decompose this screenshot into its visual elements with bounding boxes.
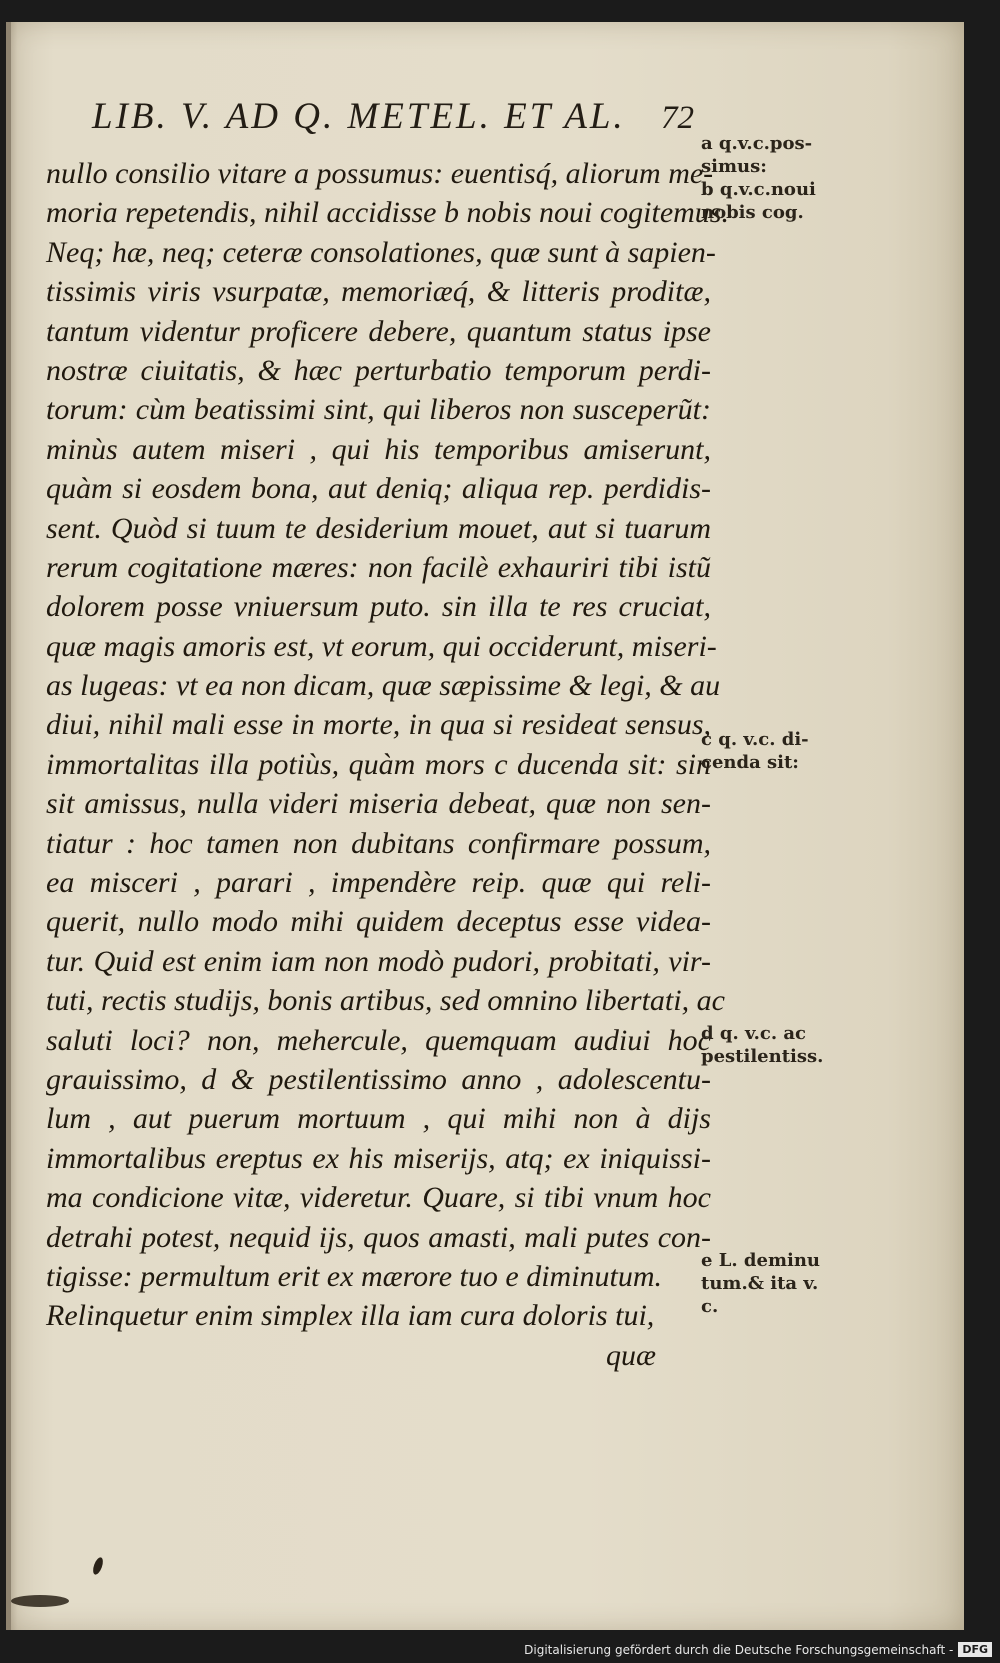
text-line: quæ magis amoris est, vt eorum, qui occiderunt, miseri- — [46, 629, 717, 663]
text-line: querit, nullo modo mihi quidem deceptus esse videa- — [46, 905, 711, 939]
running-head-title: LIB. V. AD Q. METEL. ET AL. — [92, 96, 626, 137]
dfg-logo: DFG — [958, 1642, 992, 1657]
ink-smudge — [11, 1595, 69, 1607]
text-line: lum , aut puerum mortuum , qui mihi non à dijs — [46, 1102, 711, 1136]
text-line: immortalibus ereptus ex his miserijs, atq; ex iniquissi- — [46, 1141, 711, 1175]
text-line: Relinquetur enim simplex illa iam cura doloris tui, — [46, 1299, 655, 1333]
text-line: as lugeas: vt ea non dicam, quæ sæpissime & legi, & au — [46, 669, 721, 703]
body-text — [46, 154, 729, 1375]
text-line: tuti, rectis studijs, bonis artibus, sed omnino libertati, ac — [46, 984, 725, 1018]
text-line: nullo consilio vitare a possumus: euentisq́, aliorum me- — [46, 157, 714, 190]
text-line: minùs autem miseri , qui his temporibus amiserunt, — [46, 432, 711, 466]
text-line: sit amissus, nulla videri miseria debeat, quæ non sen- — [46, 787, 711, 821]
marginal-note-line: simus: — [701, 156, 767, 177]
marginal-note — [701, 1022, 823, 1068]
text-line: nostræ ciuitatis, & hæc perturbatio temporum perdi- — [46, 353, 711, 387]
text-line: moria repetendis, nihil accidisse b nobis noui cogitemus. — [46, 196, 729, 230]
text-line: detrahi potest, nequid ijs, quos amasti, mali putes con- — [46, 1220, 711, 1254]
text-line: ea misceri , parari , impendère reip. quæ qui reli- — [46, 866, 711, 900]
text-line: quàm si eosdem bona, aut deniq; aliqua rep. perdidis- — [46, 472, 711, 506]
text-line: grauissimo, d & pestilentissimo anno , adolescentu- — [46, 1062, 711, 1096]
marginal-note-line: tum.& ita v. — [701, 1273, 819, 1294]
text-line: ma condicione vitæ, videretur. Quare, si tibi vnum hoc — [46, 1181, 711, 1215]
marginal-note-line: nobis cog. — [701, 202, 804, 223]
catchword: quæ — [605, 1338, 656, 1372]
marginal-note-line: pestilentiss. — [701, 1046, 824, 1067]
marginal-note-line: b q.v.c.noui — [701, 179, 816, 200]
marginal-note-line: cenda sit: — [701, 752, 799, 773]
funding-credit: Digitalisierung gefördert durch die Deutsche Forschungsgemeinschaft - — [524, 1642, 954, 1657]
text-line: sent. Quòd si tuum te desiderium mouet, aut si tuarum — [46, 511, 711, 545]
text-line: Neq; hæ, neq; ceteræ consolationes, quæ sunt à sapien- — [46, 235, 716, 269]
text-line: tur. Quid est enim iam non modò pudori, probitati, vir- — [46, 944, 711, 978]
book-page — [6, 22, 964, 1630]
text-line: saluti loci? non, mehercule, quemquam audiui hoc — [46, 1023, 711, 1057]
text-line: diui, nihil mali esse in morte, in qua si resideat sensus, — [46, 708, 711, 742]
running-header — [92, 95, 694, 155]
text-line: tantum videntur proficere debere, quantum status ipse — [46, 314, 711, 348]
text-line: rerum cogitatione mæres: non facilè exhauriri tibi istũ — [46, 550, 711, 584]
folio-number: 72 — [661, 100, 694, 136]
text-line: tissimis viris vsurpatæ, memoriæq́, & litteris proditæ, — [46, 275, 711, 309]
text-line: tigisse: permultum erit ex mærore tuo e diminutum. — [46, 1259, 663, 1293]
ink-blot — [91, 1556, 105, 1576]
marginal-note — [701, 132, 816, 224]
digitization-footer — [0, 1636, 1000, 1663]
page-gutter-edge — [6, 22, 11, 1630]
marginal-note-line: c. — [701, 1296, 719, 1317]
marginal-note-line: c q. v.c. di- — [701, 729, 809, 750]
text-line: torum: cùm beatissimi sint, qui liberos non susceperũt: — [46, 393, 711, 427]
marginal-note-line: a q.v.c.pos- — [701, 133, 813, 154]
marginal-note — [701, 728, 809, 774]
marginal-note-line: d q. v.c. ac — [701, 1023, 807, 1044]
marginal-note-line: e L. deminu — [701, 1250, 821, 1271]
text-line: tiatur : hoc tamen non dubitans confirmare possum, — [46, 826, 711, 860]
marginal-note — [701, 1249, 820, 1318]
text-line: dolorem posse vniuersum puto. sin illa te res cruciat, — [46, 590, 711, 624]
text-line: immortalitas illa potiùs, quàm mors c ducenda sit: sin — [46, 747, 711, 781]
